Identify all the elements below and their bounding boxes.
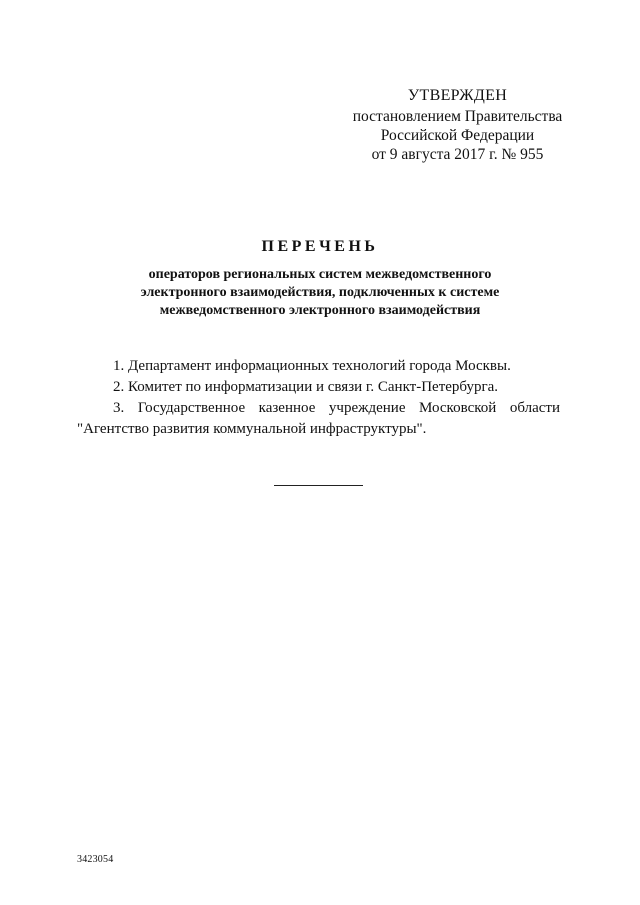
subtitle-line-3: межведомственного электронного взаимодействия xyxy=(159,303,481,318)
document-title: ПЕРЕЧЕНЬ xyxy=(261,238,379,255)
list-item-2: 2. Комитет по информатизации и связи г. Санкт-Петербурга. xyxy=(113,379,499,395)
approval-line-1: постановлением Правительства xyxy=(352,108,563,125)
subtitle-line-2: электронного взаимодействия, подключенных к системе xyxy=(140,285,500,300)
list-item-3: 3. Государственное казенное учреждение Московской области "Агентство развития коммунальной инфраструктуры". xyxy=(77,400,560,437)
subtitle-line-1: операторов региональных систем межведомственного xyxy=(148,267,492,282)
approval-line-3: от 9 августа 2017 г. № 955 xyxy=(371,146,544,163)
document-title-block xyxy=(80,238,560,320)
operators-list xyxy=(77,356,560,440)
approved-heading: УТВЕРЖДЕН xyxy=(407,87,508,104)
document-code: 3423054 xyxy=(77,854,114,865)
approval-stamp-block xyxy=(320,86,595,164)
end-separator-line xyxy=(274,485,363,486)
list-item-1: 1. Департамент информационных технологий города Москвы. xyxy=(113,358,511,374)
approval-line-2: Российской Федерации xyxy=(380,127,535,144)
